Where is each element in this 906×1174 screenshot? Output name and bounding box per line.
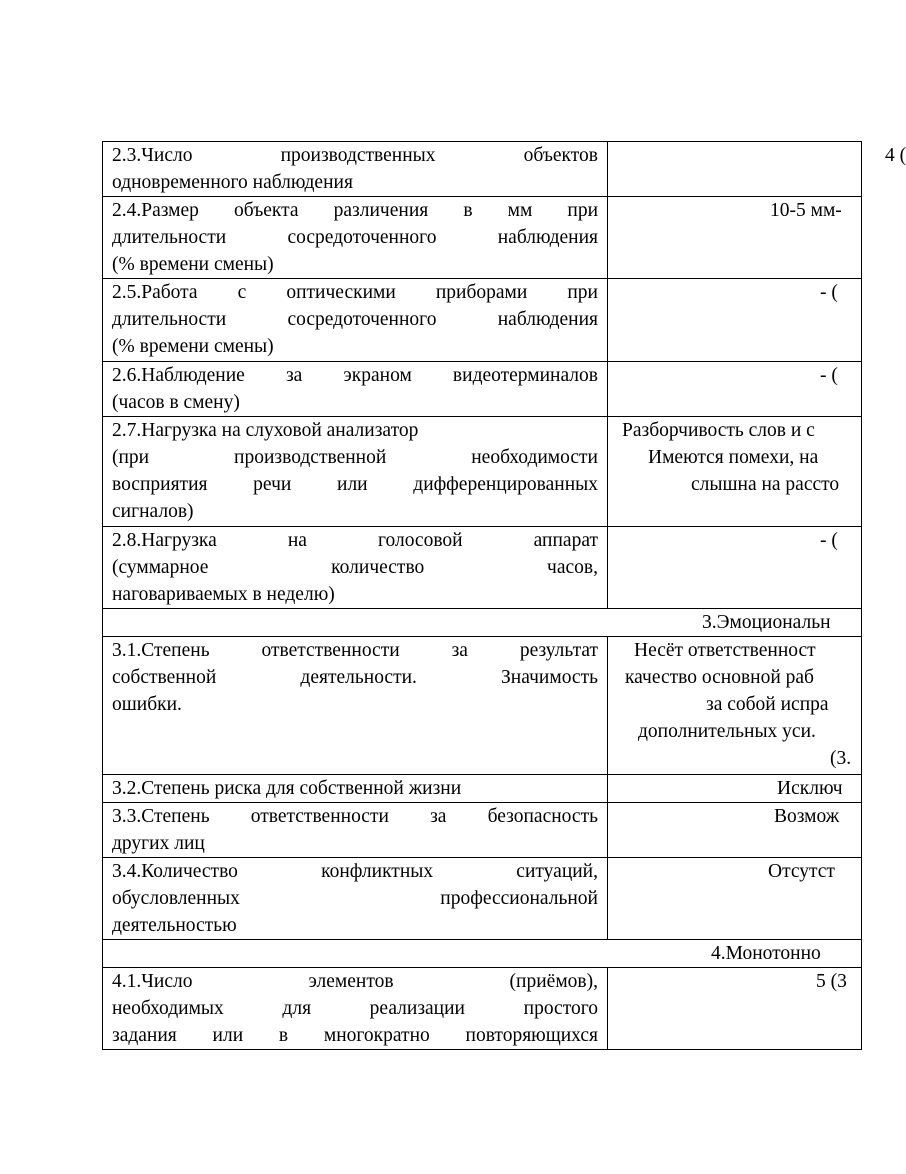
section-row <box>103 609 862 637</box>
section-heading: 3.Эмоциональн <box>702 612 831 633</box>
criterion-text-line: 3.3.Степень ответственности за безопасность <box>112 806 598 827</box>
criterion-cell <box>103 362 608 417</box>
value-text-line: - ( <box>820 282 838 303</box>
criterion-text-line: длительности сосредоточенного наблюдения <box>112 227 598 248</box>
criterion-text-line: 3.1.Степень ответственности за результат <box>112 640 598 661</box>
value-text-line: 10-5 мм- <box>770 200 842 221</box>
criterion-text-line: обусловленных профессиональной <box>112 888 598 909</box>
criterion-text-line: задания или в многократно повторяющихся <box>112 1025 598 1046</box>
criterion-text-line: (% времени смены) <box>112 254 274 275</box>
criterion-cell <box>103 968 608 1050</box>
value-cell <box>608 279 862 362</box>
value-cell <box>608 968 862 1050</box>
section-heading: 4.Монотонно <box>711 943 821 964</box>
criterion-cell <box>103 527 608 609</box>
criterion-text-line: 4.1.Число элементов (приёмов), <box>112 971 598 992</box>
value-cell <box>608 142 906 197</box>
working-conditions-table <box>102 141 906 1050</box>
value-text-line: - ( <box>820 365 838 386</box>
criterion-cell <box>103 197 608 279</box>
table-row <box>103 417 862 527</box>
criterion-text-line: одновременного наблюдения <box>112 172 353 193</box>
value-text-line: слышна на рассто <box>691 474 840 495</box>
criterion-cell <box>103 858 608 940</box>
table-row <box>103 527 862 609</box>
criterion-text-line: 2.5.Работа с оптическими приборами при <box>112 282 598 303</box>
criterion-text-line: 2.8.Нагрузка на голосовой аппарат <box>112 530 598 551</box>
criterion-text-line: (суммарное количество часов, <box>112 557 598 578</box>
value-cell <box>608 858 862 940</box>
criterion-text-line: 2.4.Размер объекта различения в мм при <box>112 200 598 221</box>
table-row <box>103 279 862 362</box>
value-text-line: - ( <box>820 530 838 551</box>
criterion-text-line: (% времени смены) <box>112 336 274 357</box>
criterion-text-line: наговариваемых в неделю) <box>112 584 335 605</box>
criterion-text-line: 2.7.Нагрузка на слуховой анализатор <box>112 420 419 441</box>
value-text-line: Имеются помехи, на <box>648 447 819 468</box>
table-row <box>103 858 862 940</box>
criterion-text-line: (при производственной необходимости <box>112 447 598 468</box>
value-text-line: (3. <box>830 748 852 769</box>
value-cell <box>608 527 862 609</box>
criterion-text-line: других лиц <box>112 833 205 854</box>
value-text-line: Разборчивость слов и с <box>622 420 815 441</box>
value-text-line: Несёт ответственност <box>634 640 816 661</box>
value-text-line: 4 ( <box>885 145 906 166</box>
criterion-text-line: необходимых для реализации простого <box>112 998 598 1019</box>
criterion-text-line: 3.4.Количество конфликтных ситуаций, <box>112 861 598 882</box>
criterion-text-line: 2.3.Число производственных объектов <box>112 145 598 166</box>
table-row <box>103 142 862 197</box>
criterion-text-line: 3.2.Степень риска для собственной жизни <box>112 778 462 799</box>
criterion-cell <box>103 142 608 197</box>
criterion-text-line: сигналов) <box>112 501 194 522</box>
value-text-line: за собой испра <box>706 694 829 715</box>
criterion-cell <box>103 803 608 858</box>
criterion-cell <box>103 775 608 803</box>
criterion-text-line: 2.6.Наблюдение за экраном видеотерминалов <box>112 365 598 386</box>
table-row <box>103 362 862 417</box>
section-heading-cell <box>103 940 862 968</box>
value-cell <box>608 362 862 417</box>
criterion-text-line: ошибки. <box>112 694 182 715</box>
criterion-text-line: деятельностью <box>112 915 237 936</box>
criterion-text-line: (часов в смену) <box>112 392 240 413</box>
criterion-cell <box>103 279 608 362</box>
table-row <box>103 775 862 803</box>
table-row <box>103 197 862 279</box>
value-cell <box>608 417 862 527</box>
table-row <box>103 637 862 775</box>
value-text-line: дополнительных уси. <box>638 721 816 742</box>
criterion-text-line: собственной деятельности. Значимость <box>112 667 598 688</box>
value-cell <box>608 637 862 775</box>
value-cell <box>608 803 862 858</box>
criterion-text-line: восприятия речи или дифференцированных <box>112 474 598 495</box>
value-text-line: 5 (3 <box>816 971 847 992</box>
table-row <box>103 968 862 1050</box>
section-row <box>103 940 862 968</box>
criterion-cell <box>103 637 608 775</box>
value-text-line: Возмож <box>774 806 840 827</box>
table-row <box>103 803 862 858</box>
value-cell <box>608 775 862 803</box>
value-text-line: качество основной раб <box>625 667 814 688</box>
section-heading-cell <box>103 609 862 637</box>
criterion-cell <box>103 417 608 527</box>
value-cell <box>608 197 862 279</box>
criterion-text-line: длительности сосредоточенного наблюдения <box>112 309 598 330</box>
value-text-line: Исключ <box>777 778 843 799</box>
value-text-line: Отсутст <box>768 861 835 882</box>
